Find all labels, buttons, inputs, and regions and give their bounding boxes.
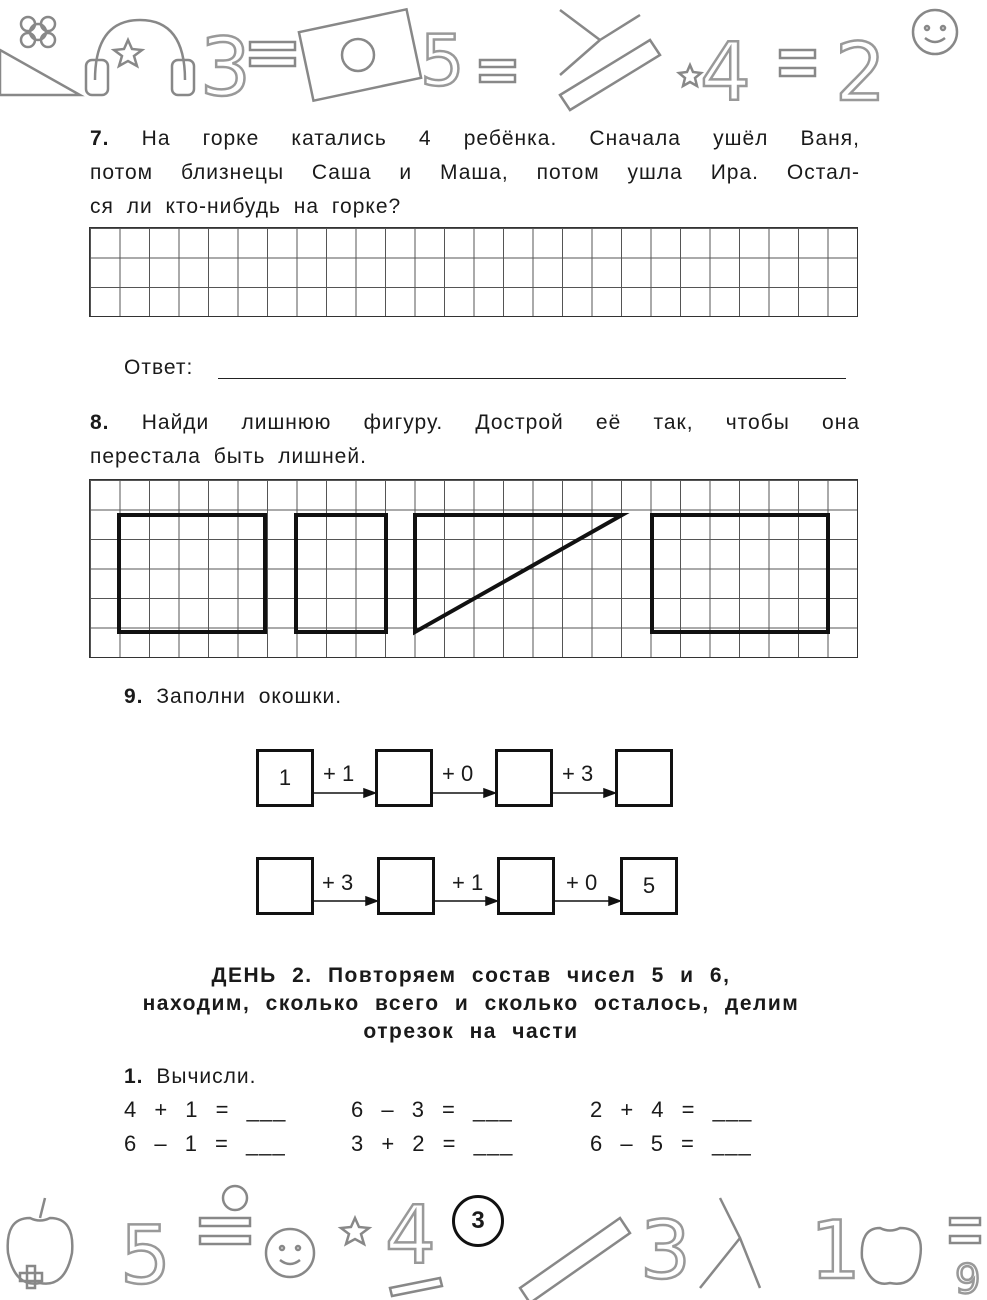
- task-7-line-1: На горке катались 4 ребёнка. Сначала ушёл Ваня,: [141, 127, 860, 150]
- svg-text:9: 9: [955, 1257, 981, 1300]
- smiley-icon: [266, 1229, 314, 1277]
- expression-2[interactable]: 6 – 3 = ___: [351, 1097, 513, 1122]
- expression-1[interactable]: 4 + 1 = ___: [124, 1097, 287, 1122]
- svg-text:4: 4: [700, 26, 751, 112]
- task-7-line-3: ся ли кто-нибудь на горке?: [90, 195, 402, 218]
- task-1-instruction: Вычисли.: [156, 1065, 257, 1088]
- svg-text:3: 3: [200, 21, 251, 112]
- page-number: 3: [452, 1195, 504, 1247]
- chain-2-op-3: + 0: [566, 870, 598, 895]
- task-7-number: 7.: [90, 127, 110, 150]
- chain-2-box-4: 5: [620, 857, 678, 915]
- svg-text:1: 1: [810, 1204, 861, 1297]
- expression-3[interactable]: 2 + 4 = ___: [590, 1097, 753, 1122]
- chain-1-op-1: + 1: [323, 761, 355, 786]
- expression-4[interactable]: 6 – 1 = ___: [124, 1131, 286, 1156]
- apple-icon: [8, 1198, 73, 1284]
- expression-6[interactable]: 6 – 5 = ___: [590, 1131, 752, 1156]
- chain-1-box-1: 1: [256, 749, 314, 807]
- chain-1-op-2: + 0: [442, 761, 474, 786]
- task-9-number: 9.: [124, 685, 144, 708]
- day-2-heading-line-1: ДЕНЬ 2. Повторяем состав чисел 5 и 6,: [211, 964, 731, 987]
- chain-2-arrow-3: [555, 897, 620, 905]
- chain-2-arrow-1: [314, 897, 377, 905]
- task-8-line-2: перестала быть лишней.: [90, 445, 367, 468]
- task-9-instruction: Заполни окошки.: [156, 685, 343, 708]
- chain-1-arrow-2: [433, 789, 495, 797]
- compass-icon: [700, 1198, 760, 1288]
- chain-1-arrow-3: [553, 789, 615, 797]
- task-8-line-1: Найди лишнюю фигуру. Дострой её так, чтобы она: [141, 411, 860, 434]
- day-2-heading-line-2: находим, сколько всего и сколько осталось, делим: [142, 992, 800, 1015]
- answer-label: Ответ:: [124, 356, 194, 379]
- svg-text:4: 4: [385, 1189, 436, 1282]
- task-1-text: [124, 1060, 256, 1094]
- task-1-number: 1.: [124, 1065, 144, 1088]
- chain-2-arrow-2: [435, 897, 497, 905]
- chain-1-arrow-1: [314, 789, 375, 797]
- expression-5[interactable]: 3 + 2 = ___: [351, 1131, 514, 1156]
- day-2-heading-line-3: отрезок на части: [363, 1020, 579, 1043]
- svg-text:5: 5: [120, 1209, 171, 1300]
- task-7-line-2: потом близнецы Саша и Маша, потом ушла Ира. Остал-: [90, 161, 860, 184]
- svg-text:2: 2: [835, 26, 886, 112]
- day-2-heading: [80, 962, 862, 1046]
- task-8-number: 8.: [90, 411, 110, 434]
- chain-2-op-1: + 3: [322, 870, 354, 895]
- svg-text:5: 5: [420, 20, 465, 102]
- svg-text:3: 3: [640, 1204, 691, 1297]
- chain-2-op-2: + 1: [452, 870, 484, 895]
- chain-1-op-3: + 3: [562, 761, 594, 786]
